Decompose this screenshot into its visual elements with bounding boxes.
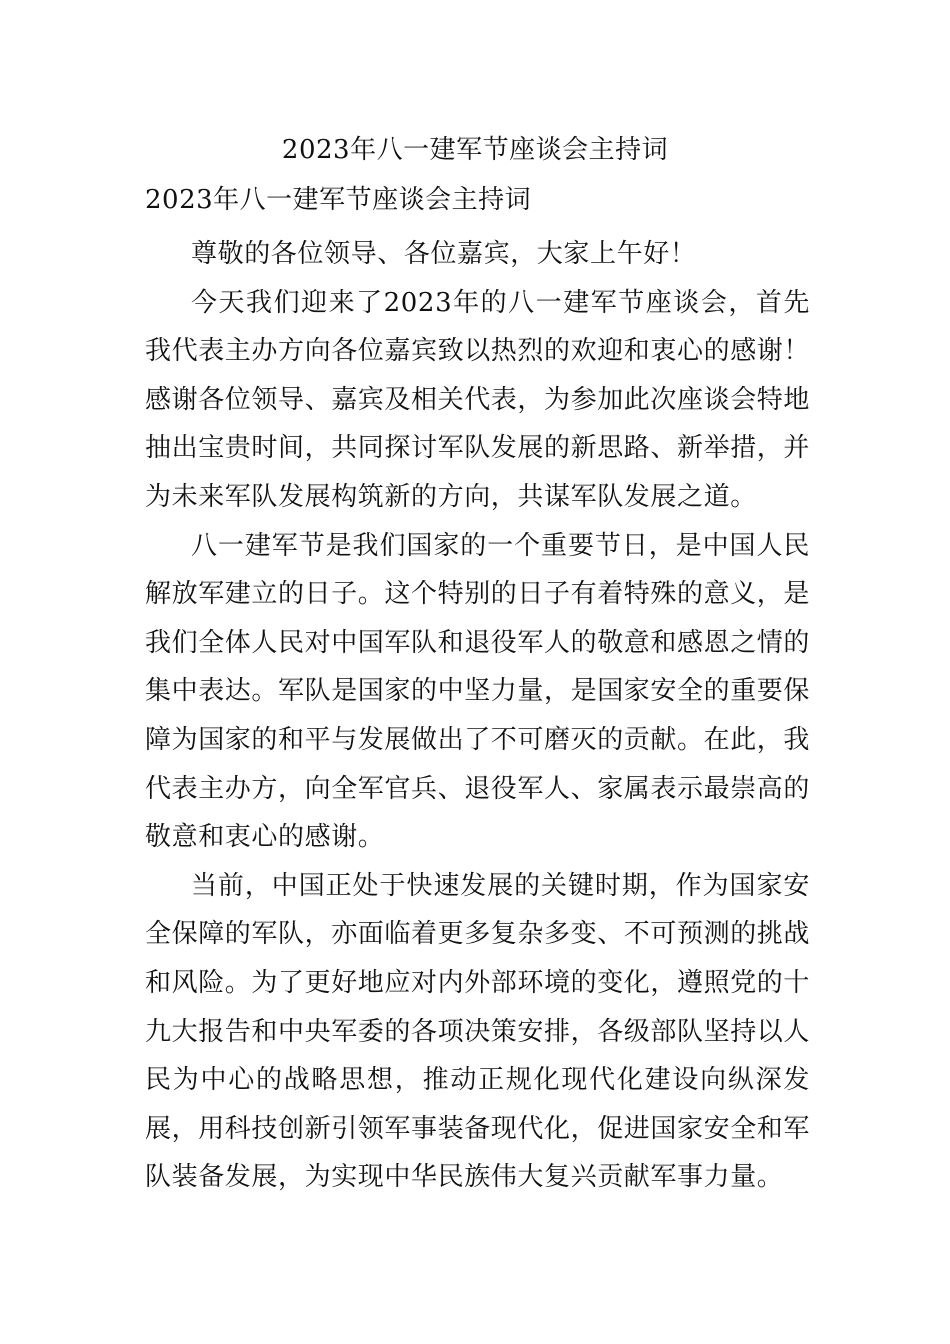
document-body [145,230,810,1202]
paragraph-greeting: 尊敬的各位领导、各位嘉宾，大家上午好！ [191,239,697,269]
document-subtitle: 2023年八一建军节座谈会主持词 [145,185,532,215]
paragraph-current-situation: 当前，中国正处于快速发展的关键时期，作为国家安全保障的军队，亦面临着更多复杂多变、不可预测的挑战和风险。为了更好地应对内外部环境的变化，遵照党的十九大报告和中央军委的各项决策安排，各级部队坚持以人民为中心的战略思想，推动正规化现代化建设向纵深发展，用科技创新引领军事装备现代化，促进国家安全和军队装备发展，为实现中华民族伟大复兴贡献军事力量。 [145,870,811,1193]
paragraph-welcome: 今天我们迎来了2023年的八一建军节座谈会，首先我代表主办方向各位嘉宾致以热烈的欢迎和衷心的感谢！感谢各位领导、嘉宾及相关代表，为参加此次座谈会特地抽出宝贵时间，共同探讨军队发展的新思路、新举措，并为未来军队发展构筑新的方向，共谋军队发展之道。 [145,287,811,512]
document-title: 2023年八一建军节座谈会主持词 [281,135,669,165]
paragraph-significance: 八一建军节是我们国家的一个重要节日，是中国人民解放军建立的日子。这个特别的日子有着特殊的意义，是我们全体人民对中国军队和退役军人的敬意和感恩之情的集中表达。军队是国家的中坚力量，是国家安全的重要保障为国家的和平与发展做出了不可磨灭的贡献。在此，我代表主办方，向全军官兵、退役军人、家属表示最崇高的敬意和衷心的感谢。 [145,530,811,853]
